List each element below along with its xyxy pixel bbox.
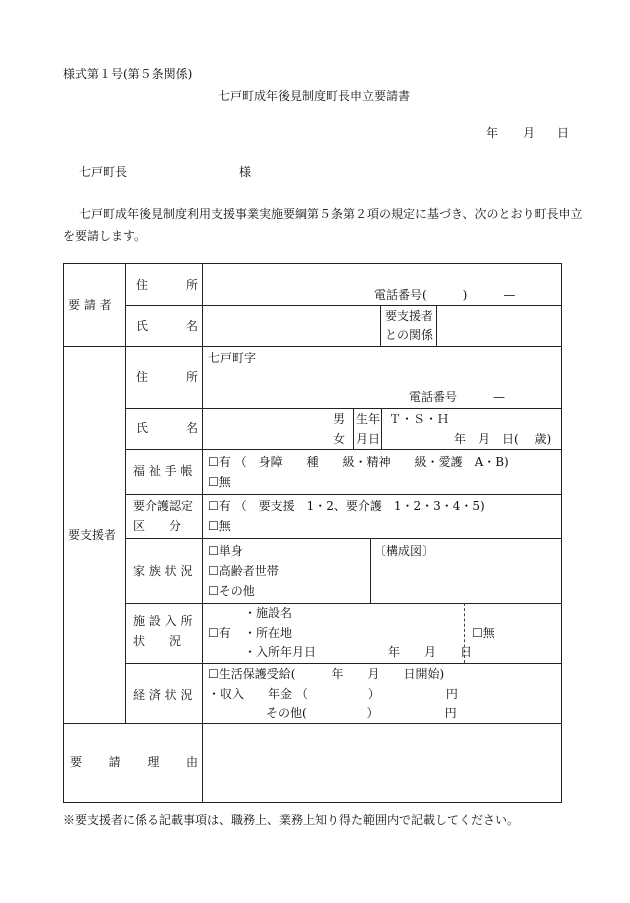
facility-label-line-2: 状 況 bbox=[133, 634, 182, 648]
supported-name-label: 氏 名 bbox=[136, 421, 198, 435]
facility-no-checkbox[interactable]: ☐無 bbox=[472, 626, 495, 640]
era-options: Ｔ・Ｓ・Ｈ bbox=[389, 412, 450, 426]
birth-label-line-2: 月日 bbox=[356, 432, 381, 446]
facility-name-label: ・施設名 bbox=[244, 606, 293, 620]
welfare-yes-checkbox[interactable]: ☐有 （ 身障 種 級・精神 級・愛護 A・B) bbox=[208, 455, 509, 469]
addressee: 七戸町長 bbox=[79, 165, 128, 179]
care-no-checkbox[interactable]: ☐無 bbox=[208, 519, 231, 533]
requester-phone-label: 電話番号( ) — bbox=[374, 288, 516, 302]
intro-line-2: を要請します。 bbox=[63, 229, 147, 243]
female-label: 女 bbox=[333, 432, 346, 446]
birth-date-fields: 年 月 日( 歳) bbox=[454, 432, 552, 446]
facility-yes-checkbox[interactable]: ☐有 bbox=[208, 626, 231, 640]
family-single-checkbox[interactable]: ☐単身 bbox=[208, 544, 243, 558]
supported-address-prefix: 七戸町字 bbox=[208, 351, 257, 365]
care-yes-checkbox[interactable]: ☐有 （ 要支援 1・2、要介護 1・2・3・4・5) bbox=[208, 499, 485, 513]
facility-label-line-1: 施 設 入 所 bbox=[133, 614, 193, 628]
supported-section-label: 要支援者 bbox=[68, 528, 117, 542]
relation-label-line-1: 要支援者 bbox=[385, 309, 434, 323]
date-year-label: 年 bbox=[486, 126, 499, 140]
birth-label-line-1: 生年 bbox=[356, 412, 381, 426]
requester-section-label: 要 請 者 bbox=[68, 298, 112, 312]
economy-other-income: その他( ） 円 bbox=[266, 706, 457, 720]
date-month-label: 月 bbox=[523, 126, 536, 140]
family-other-checkbox[interactable]: ☐その他 bbox=[208, 584, 255, 598]
care-level-label-line-2: 区 分 bbox=[133, 519, 182, 533]
welfare-label: 福 祉 手 帳 bbox=[133, 464, 193, 478]
economy-pension-income: ・収入 年金 （ ） 円 bbox=[208, 687, 458, 701]
supported-address-label: 住 所 bbox=[136, 370, 198, 384]
facility-date-label: ・入所年月日 年 月 日 bbox=[244, 645, 473, 659]
form-number: 様式第１号(第５条関係) bbox=[63, 67, 193, 81]
footnote: ※要支援者に係る記載事項は、職務上、業務上知り得た範囲内で記載してください。 bbox=[63, 813, 520, 827]
document-title: 七戸町成年後見制度町長申立要請書 bbox=[218, 89, 411, 103]
relation-label-line-2: との関係 bbox=[385, 328, 434, 342]
request-reason-label: 要 請 理 由 bbox=[70, 755, 198, 769]
date-day-label: 日 bbox=[557, 126, 570, 140]
male-label: 男 bbox=[333, 412, 346, 426]
economy-status-label: 経 済 状 況 bbox=[133, 688, 193, 702]
addressee-honorific: 様 bbox=[239, 165, 252, 179]
structure-diagram-label: 〔構成図〕 bbox=[374, 544, 435, 558]
family-elderly-checkbox[interactable]: ☐高齢者世帯 bbox=[208, 564, 279, 578]
supported-phone-label: 電話番号 — bbox=[409, 390, 506, 404]
requester-address-label: 住 所 bbox=[136, 278, 198, 292]
family-status-label: 家 族 状 況 bbox=[133, 564, 193, 578]
requester-name-label: 氏 名 bbox=[136, 319, 198, 333]
care-level-label-line-1: 要介護認定 bbox=[133, 499, 194, 513]
facility-location-label: ・所在地 bbox=[244, 626, 293, 640]
economy-welfare-checkbox[interactable]: ☐生活保護受給( 年 月 日開始) bbox=[208, 667, 445, 681]
intro-line-1: 七戸町成年後見制度利用支援事業実施要綱第５条第２項の規定に基づき、次のとおり町長申立 bbox=[79, 207, 583, 221]
welfare-no-checkbox[interactable]: ☐無 bbox=[208, 475, 231, 489]
